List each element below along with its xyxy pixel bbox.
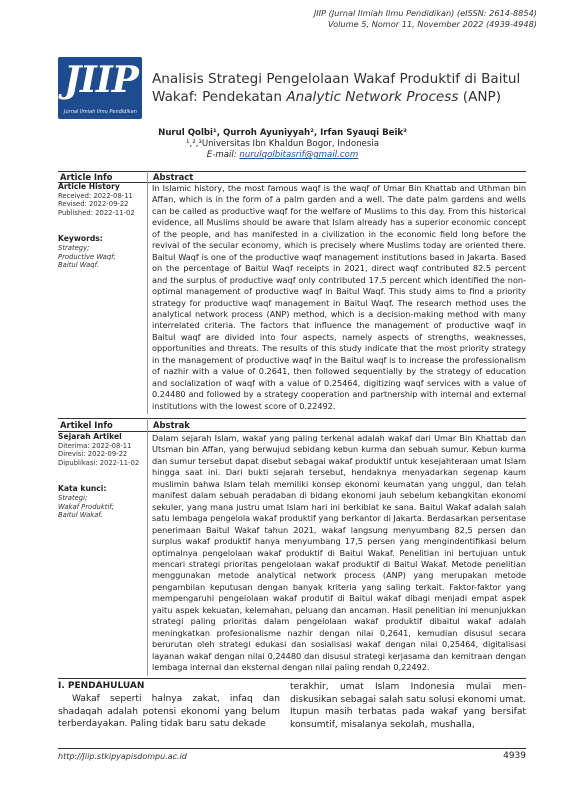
keyword: Strategi;: [58, 493, 88, 502]
page-number: 4939: [503, 751, 526, 761]
revised-date: Revised: 2022-09-22: [58, 200, 129, 209]
history-heading: Article History: [58, 182, 120, 191]
journal-header: [314, 8, 537, 30]
revised-date: Direvisi: 2022-09-22: [58, 450, 128, 459]
divider: [58, 171, 526, 172]
body-text-right: terakhir, umat Islam Indonesia mulai men-diskusikan sebagai salah satu solusi ekonomi umat. Itupun masih terbatas pada wakaf yang bersifat konsumtif, misalanya sekolah, mushalla,: [290, 682, 526, 730]
keywords-heading: Keywords:: [58, 234, 103, 244]
received-date: Received: 2022-08-11: [58, 191, 133, 200]
logo-subtitle: Jurnal Ilmiah Ilmu Pendidikan: [64, 109, 137, 115]
column-divider: [147, 418, 148, 676]
keywords-heading: Kata kunci:: [58, 484, 107, 494]
published-date: Dipublikasi: 2022-11-02: [58, 458, 140, 467]
journal-logo: [58, 57, 142, 119]
email-label: E-mail:: [206, 150, 240, 160]
author-names: Nurul Qolbi¹, Qurroh Ayuniyyah², Irfan Syauqi Beik³: [158, 128, 407, 138]
article-history-id: [58, 433, 144, 520]
author-affiliation: ¹,²,³Universitas Ibn Khaldun Bogor, Indonesia: [186, 139, 379, 149]
history-heading: Sejarah Artikel: [58, 432, 122, 441]
artikel-info-heading: Artikel Info: [60, 420, 113, 430]
received-date: Diterima: 2022-08-11: [58, 441, 132, 450]
keyword: Baitul Waqf.: [58, 261, 100, 270]
journal-volume: Volume 5, Nomor 11, November 2022 (4939-4948): [328, 19, 537, 29]
body-text-left: [58, 693, 280, 731]
title-italic: Analytic Network Process: [286, 89, 459, 105]
article-history-en: [58, 183, 144, 270]
footer-url[interactable]: http://Jiip.stkipyapisdompu.ac.id: [58, 752, 187, 761]
abstrak-heading: Abstrak: [153, 420, 190, 430]
logo-text: JIIP: [64, 59, 138, 101]
section-heading: I. PENDAHULUAN: [58, 681, 145, 691]
article-info-heading: Article Info: [60, 172, 113, 182]
author-email: [0, 150, 565, 161]
author-block: [0, 128, 565, 161]
abstract-english: In Islamic history, the most famous waqf is the waqf of Umar Bin Khattab and Uthman bin Affan, which is in the form of a palm garden and a well. The date palm gardens and wells can be called as productive waqf for the welfare of Muslims to this day. From this historical evidence, all Muslims should be aware that Islam already has a superior economic concept of the people, and has manifested in a civilization in the economic field long before the revival of the secular economy, which is precisely where Muslims today are oriented there. Baitul Waqf is one of the productive waqf management institutions based in Jakarta. Based on the percentage of Baitul Waqf receipts in 2021, direct waqf contributed 82.5 percent and the surplus of productive waqf only contributed 17.5 percent which identified the non-optimal management of productive waqf in Baitul Waqf. This study aims to find a priority strategy for productive waqf management in Baitul Waqf. The research method uses the analytical network process (ANP) method, which is a decision-making method with many interrelated criteria. The factors that influence the management of productive waqf in Baitul waqf are divided into four aspects, namely aspects of strengths, weaknesses, opportunities and threats. The results of this study indicate that the most priority strategy in the management of productive waqf in the Baitul waqf is to increase the professionalism of nazhir with a value of 0.2641, then followed sequentially by the strategy of education and socialization of waqf with a value of 0.25464, digitizing waqf services with a value of 0.24480 and followed by a strategy cooperation and partnership with internal and external institutions with the lowest score of 0.22492.: [152, 183, 526, 411]
email-link[interactable]: nurulqolbitasrif@gmail.com: [239, 150, 359, 160]
divider: [58, 431, 526, 432]
divider: [58, 678, 526, 679]
abstract-heading: Abstract: [153, 172, 194, 182]
article-title: [152, 70, 522, 106]
published-date: Published: 2022-11-02: [58, 208, 135, 217]
column-divider: [147, 171, 148, 414]
keyword: Productive Waqf;: [58, 252, 116, 261]
intro-left-text: Wakaf seperti halnya zakat, infaq dan shadaqah adalah potensi ekonomi yang belum terberdayakan. Paling tidak baru satu dekade: [58, 694, 280, 729]
footer-divider: [58, 748, 526, 749]
title-part2: (ANP): [458, 89, 502, 105]
divider: [58, 418, 526, 419]
keyword: Baitul Wakaf.: [58, 511, 103, 520]
abstract-indonesian: Dalam sejarah Islam, wakaf yang paling terkenal adalah wakaf dari Umar Bin Khattab dan Utsman bin Affan, yang berwujud sebidang kebun kurma dan sebuah sumur. Kebun kurma dan sumur tersebut dapat disebut sebagai wakaf produktif untuk kesejahteraan umat Islam hingga saat ini. Dari bukti sejarah tersebut, hendaknya menyadarkan segenap kaum muslimin bahwa Islam telah memiliki konsep ekonomi keumatan yang unggul, dan telah manifest dalam sebuah peradaban di bidang ekonomi jauh sebelum kebangkitan ekonomi sekuler, yang mana justru umat Islam hari ini berkiblat ke sana. Baitul Wakaf adalah salah satu lembaga pengelola wakaf produktif yang berkantor di Jakarta. Berdasarkan persentase penerimaan Baitul Wakaf tahun 2021, wakaf langsung menyumbang 82,5 persen dan surplus wakaf produktif hanya menyumbang 17,5 persen yang mengindentifikasi belum optimalnya pengelolaan wakaf produktif di Baitul Wakaf. Penelitian ini bertujuan untuk mencari strategi prioritas pengelolaan wakaf produktif di Baitul Wakaf. Metode penelitian menggunakan metode analytical network process (ANP) yang merupakan metode pengambilan keputusan dengan banyak kriteria yang saling terkait. Faktor-faktor yang mempengaruhi pengelolaan wakaf produtif di Baitul wakaf dibagi menjadi empat aspek yaitu aspek kekuatan, kelemahan, peluang dan ancaman. Hasil penelitian ini menunjukkan strategi paling prioritas dalam pengelolaan wakaf produktif dibaitul wakaf adalah meningkatkan profesionalisme nazhir dengan nilai 0,2641, kemudian disusul secara berurutan oleh strategi edukasi dan sosialisasi wakaf dengan nilai 0,25464, digitalisasi layanan wakaf dengan nilai 0,24480 dan disusul strategi kerjasama dan kemitraan dengan lembaga internal dan eksternal dengan nilai paling rendah 0,22492.: [152, 433, 526, 673]
journal-name: JIIP (Jurnal Ilmiah Ilmu Pendidikan) (eISSN: 2614-8854): [313, 8, 537, 18]
title-part1: Analisis Strategi Pengelolaan Wakaf Produktif di Baitul Wakaf: Pendekatan: [152, 71, 521, 105]
keyword: Wakaf Produktif;: [58, 502, 115, 511]
keyword: Strategy;: [58, 243, 90, 252]
